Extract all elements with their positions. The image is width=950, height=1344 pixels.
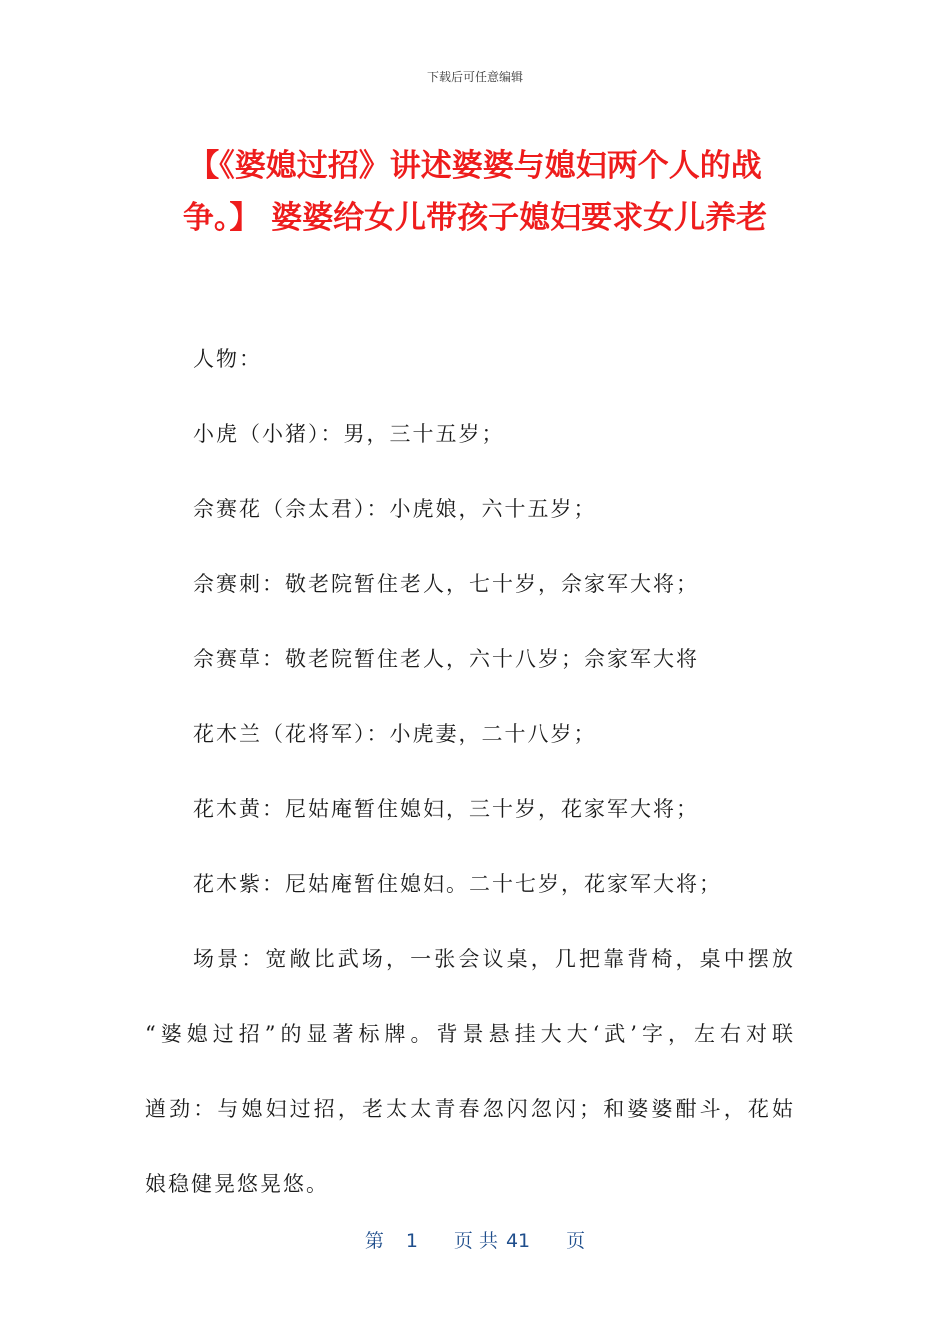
footer-middle: 页 共 bbox=[453, 1230, 498, 1252]
body-line-text: 遒劲：与媳妇过招，老太太青春忽闪忽闪；和婆婆酣斗，花姑 bbox=[145, 1097, 795, 1121]
body-line bbox=[145, 1072, 795, 1147]
footer-total-pages: 41 bbox=[505, 1230, 531, 1252]
document-body bbox=[145, 322, 795, 1222]
body-line bbox=[145, 997, 795, 1072]
body-line: 花木紫：尼姑庵暂住媳妇。二十七岁，花家军大将； bbox=[193, 872, 722, 896]
body-line: 人物： bbox=[193, 347, 262, 371]
body-line: 小虎（小猪）：男，三十五岁； bbox=[193, 422, 505, 446]
body-line: 佘赛刺：敬老院暂住老人，七十岁，佘家军大将； bbox=[193, 572, 699, 596]
title-line-1: 【《婆媳过招》讲述婆婆与媳妇两个人的战 bbox=[188, 148, 762, 184]
footer-page-number: 1 bbox=[405, 1230, 418, 1252]
body-line: 佘赛草：敬老院暂住老人，六十八岁；佘家军大将 bbox=[193, 647, 699, 671]
body-line: 花木黄：尼姑庵暂住媳妇，三十岁，花家军大将； bbox=[193, 797, 699, 821]
body-line: 娘稳健晃悠晃悠。 bbox=[145, 1172, 329, 1196]
body-line: 佘赛花（佘太君）：小虎娘，六十五岁； bbox=[193, 497, 597, 521]
page-footer bbox=[0, 1226, 950, 1253]
body-line-text: 场景：宽敞比武场，一张会议桌，几把靠背椅，桌中摆放 bbox=[193, 947, 795, 971]
footer-prefix: 第 bbox=[364, 1230, 384, 1252]
header-note: 下载后可任意编辑 bbox=[426, 70, 523, 84]
body-line: 花木兰（花将军）：小虎妻，二十八岁； bbox=[193, 722, 597, 746]
footer-suffix: 页 bbox=[566, 1230, 586, 1252]
body-line-text: “婆媳过招”的显著标牌。背景悬挂大大‘武’字，左右对联 bbox=[145, 1022, 795, 1046]
body-line bbox=[145, 922, 795, 997]
title-line-2: 争。】 婆婆给女儿带孩子媳妇要求女儿养老 bbox=[182, 200, 768, 236]
document-title bbox=[140, 140, 810, 244]
